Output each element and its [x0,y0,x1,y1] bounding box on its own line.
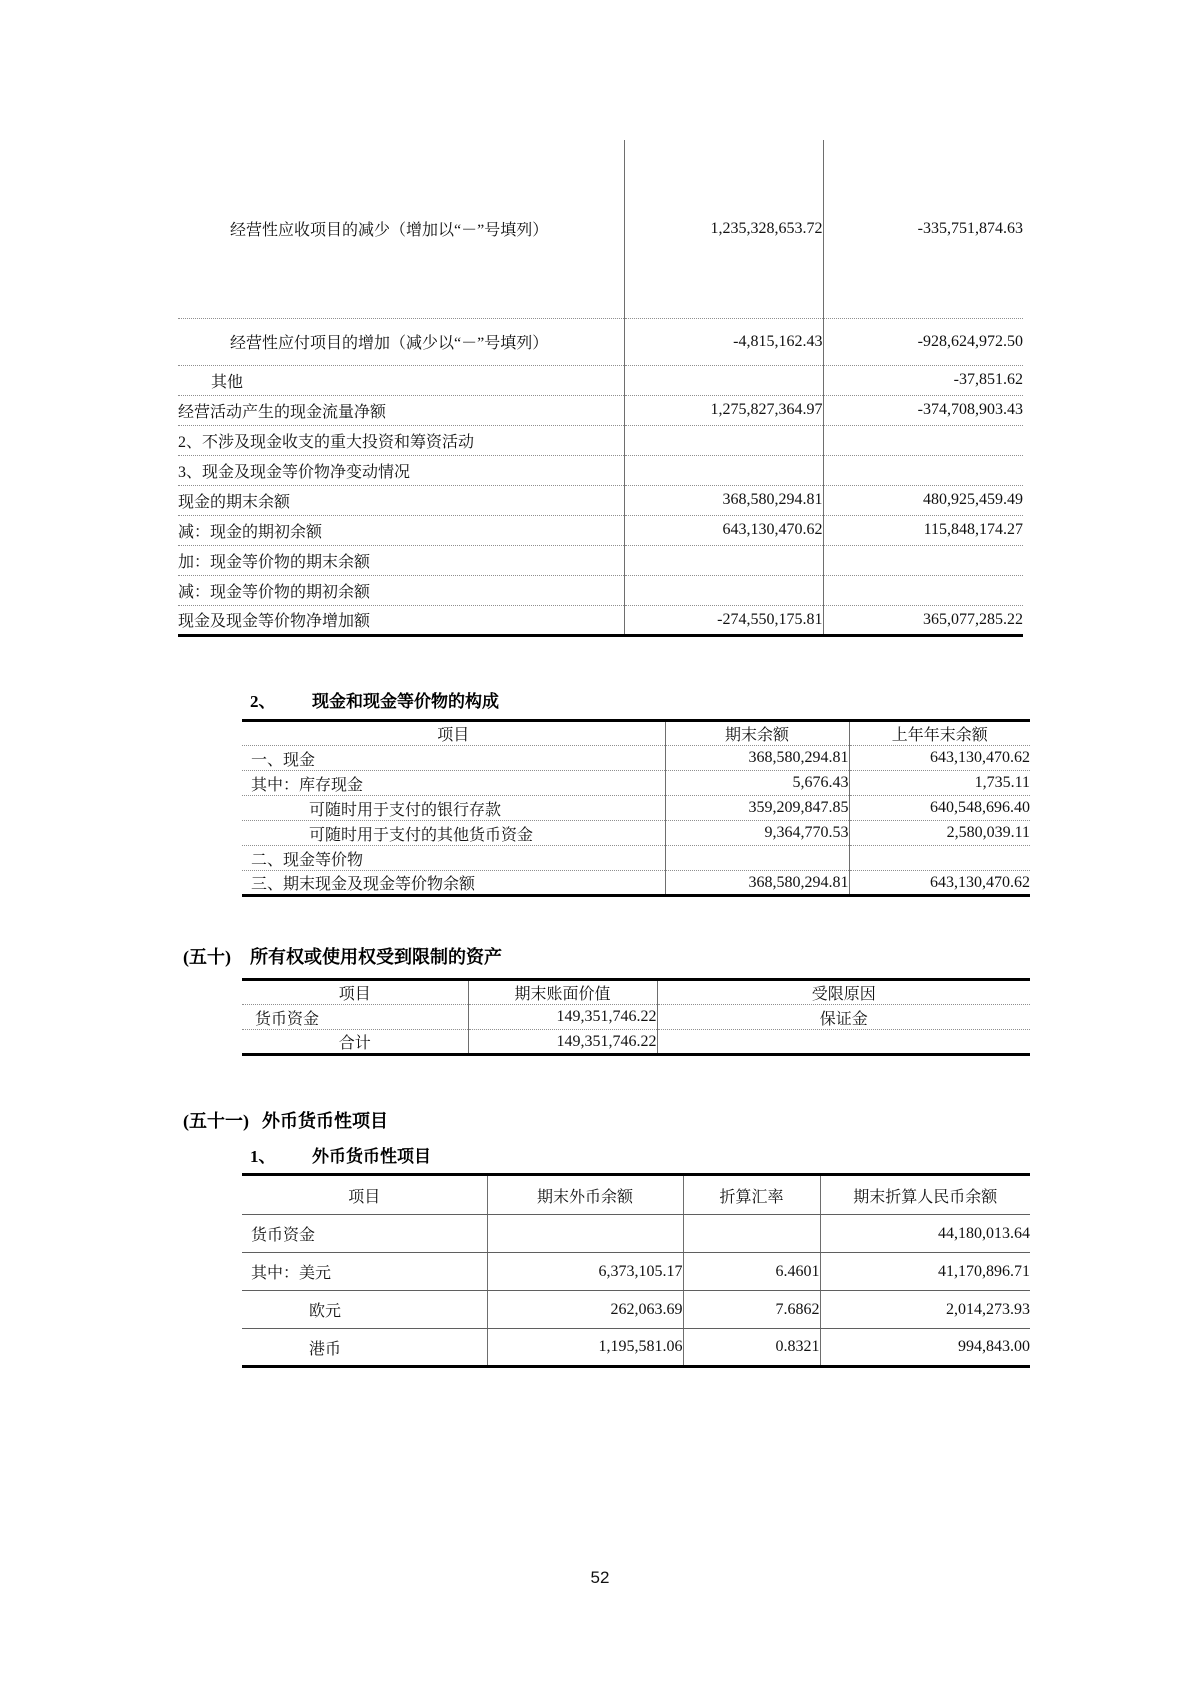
table-row [242,821,1030,846]
table-row [242,1005,1030,1030]
foreign-currency-table [242,1173,1030,1368]
item-label: 3、现金及现金等价物净变动情况 [178,455,624,485]
item-label: 其他 [178,365,624,395]
current-period-value: -274,550,175.81 [624,605,823,635]
prior-period-value: 365,077,285.22 [823,605,1023,635]
column-header: 项目 [242,980,468,1005]
closing-foreign-currency-balance: 1,195,581.06 [487,1329,683,1367]
closing-rmb-balance: 2,014,273.93 [820,1291,1030,1329]
current-period-value: 643,130,470.62 [624,515,823,545]
table-row [178,605,1023,635]
closing-book-value: 149,351,746.22 [468,1030,657,1055]
current-period-value: 1,235,328,653.72 [624,140,823,318]
item-label: 现金的期末余额 [178,485,624,515]
subsection-heading-foreign-currency [250,1146,431,1168]
table-row [178,485,1023,515]
column-header: 受限原因 [657,980,1030,1005]
closing-balance: 368,580,294.81 [665,871,849,896]
table-header-row [242,980,1030,1005]
table-row [242,1253,1030,1291]
table-row [242,746,1030,771]
item-label: 三、期末现金及现金等价物余额 [251,876,476,893]
item-label: 一、现金 [242,746,665,771]
section-title: 外币货币性项目 [262,1111,388,1131]
table-row [178,575,1023,605]
cash-composition-table [242,719,1030,897]
prior-period-value: -928,624,972.50 [823,318,1023,365]
prior-year-end-balance: 643,130,470.62 [849,871,1030,896]
column-header: 期末折算人民币余额 [820,1175,1030,1215]
prior-period-value: 115,848,174.27 [823,515,1023,545]
restricted-assets-table [242,978,1030,1056]
current-period-value: -4,815,162.43 [624,318,823,365]
prior-year-end-balance: 643,130,470.62 [849,746,1030,771]
closing-balance: 5,676.43 [665,771,849,796]
table-row [178,515,1023,545]
section-number: (五十) [183,947,231,967]
item-label: 货币资金 [242,1215,487,1253]
current-period-value: 368,580,294.81 [624,485,823,515]
table-row [178,140,1023,318]
section-title: 现金和现金等价物的构成 [312,692,499,711]
prior-year-end-balance: 2,580,039.11 [849,821,1030,846]
table-row [178,545,1023,575]
table-row [242,846,1030,871]
closing-rmb-balance: 44,180,013.64 [820,1215,1030,1253]
item-label: 其中：美元 [242,1253,487,1291]
column-header: 折算汇率 [683,1175,820,1215]
table-row [242,1291,1030,1329]
item-label: 加：现金等价物的期末余额 [178,545,624,575]
item-label: 2、不涉及现金收支的重大投资和筹资活动 [178,425,624,455]
item-label: 其中：库存现金 [242,771,665,796]
column-header: 期末账面价值 [468,980,657,1005]
prior-year-end-balance: 640,548,696.40 [849,796,1030,821]
page-number: 52 [590,1568,610,1587]
item-label: 经营活动产生的现金流量净额 [178,395,624,425]
table-row [178,365,1023,395]
restriction-reason [657,1030,1030,1055]
item-label: 合计 [338,1035,371,1052]
current-period-value [624,545,823,575]
table-row [242,1215,1030,1253]
current-period-value [624,365,823,395]
prior-period-value [823,455,1023,485]
table-row [242,1030,1030,1055]
current-period-value: 1,275,827,364.97 [624,395,823,425]
item-label: 可随时用于支付的银行存款 [242,796,665,821]
item-label: 欧元 [242,1291,487,1329]
item-label: 现金及现金等价物净增加额 [178,613,371,630]
table-header-row [242,721,1030,746]
table-header-row [242,1175,1030,1215]
current-period-value [624,455,823,485]
closing-balance: 9,364,770.53 [665,821,849,846]
current-period-value [624,575,823,605]
closing-balance: 359,209,847.85 [665,796,849,821]
item-label: 二、现金等价物 [242,846,665,871]
item-label: 可随时用于支付的其他货币资金 [242,821,665,846]
item-label: 减：现金等价物的期初余额 [178,575,624,605]
column-header: 项目 [242,1175,487,1215]
subsection-title: 外币货币性项目 [312,1147,431,1166]
cash-flow-supplement-table [178,140,1023,637]
prior-period-value: -37,851.62 [823,365,1023,395]
column-header: 项目 [242,721,665,746]
exchange-rate: 0.8321 [683,1329,820,1367]
restriction-reason: 保证金 [657,1005,1030,1030]
prior-period-value: -374,708,903.43 [823,395,1023,425]
closing-foreign-currency-balance [487,1215,683,1253]
item-label: 减：现金的期初余额 [178,515,624,545]
subsection-number: 1、 [250,1147,276,1166]
item-label: 经营性应付项目的增加（减少以“－”号填列） [178,318,624,365]
prior-year-end-balance [849,846,1030,871]
table-row [242,871,1030,896]
table-row [178,318,1023,365]
column-header: 上年年末余额 [849,721,1030,746]
closing-foreign-currency-balance: 262,063.69 [487,1291,683,1329]
table-row [178,395,1023,425]
closing-rmb-balance: 994,843.00 [820,1329,1030,1367]
closing-balance: 368,580,294.81 [665,746,849,771]
current-period-value [624,425,823,455]
column-header: 期末外币余额 [487,1175,683,1215]
prior-period-value: 480,925,459.49 [823,485,1023,515]
table-row [178,455,1023,485]
item-label: 经营性应收项目的减少（增加以“－”号填列） [178,140,624,318]
table-row [242,796,1030,821]
item-label: 港币 [309,1340,342,1358]
closing-foreign-currency-balance: 6,373,105.17 [487,1253,683,1291]
section-heading-cash-composition [250,691,499,713]
prior-year-end-balance: 1,735.11 [849,771,1030,796]
exchange-rate: 6.4601 [683,1253,820,1291]
table-row [242,771,1030,796]
prior-period-value [823,425,1023,455]
table-row [178,425,1023,455]
column-header: 期末余额 [665,721,849,746]
closing-rmb-balance: 41,170,896.71 [820,1253,1030,1291]
prior-period-value [823,575,1023,605]
exchange-rate [683,1215,820,1253]
closing-book-value: 149,351,746.22 [468,1005,657,1030]
section-heading-foreign-currency [183,1110,388,1132]
closing-balance [665,846,849,871]
table-row [242,1329,1030,1367]
prior-period-value: -335,751,874.63 [823,140,1023,318]
prior-period-value [823,545,1023,575]
section-heading-restricted-assets [183,946,502,968]
exchange-rate: 7.6862 [683,1291,820,1329]
item-label: 货币资金 [242,1005,468,1030]
section-number: (五十一) [183,1111,249,1131]
section-number: 2、 [250,692,276,711]
section-title: 所有权或使用权受到限制的资产 [250,947,502,967]
